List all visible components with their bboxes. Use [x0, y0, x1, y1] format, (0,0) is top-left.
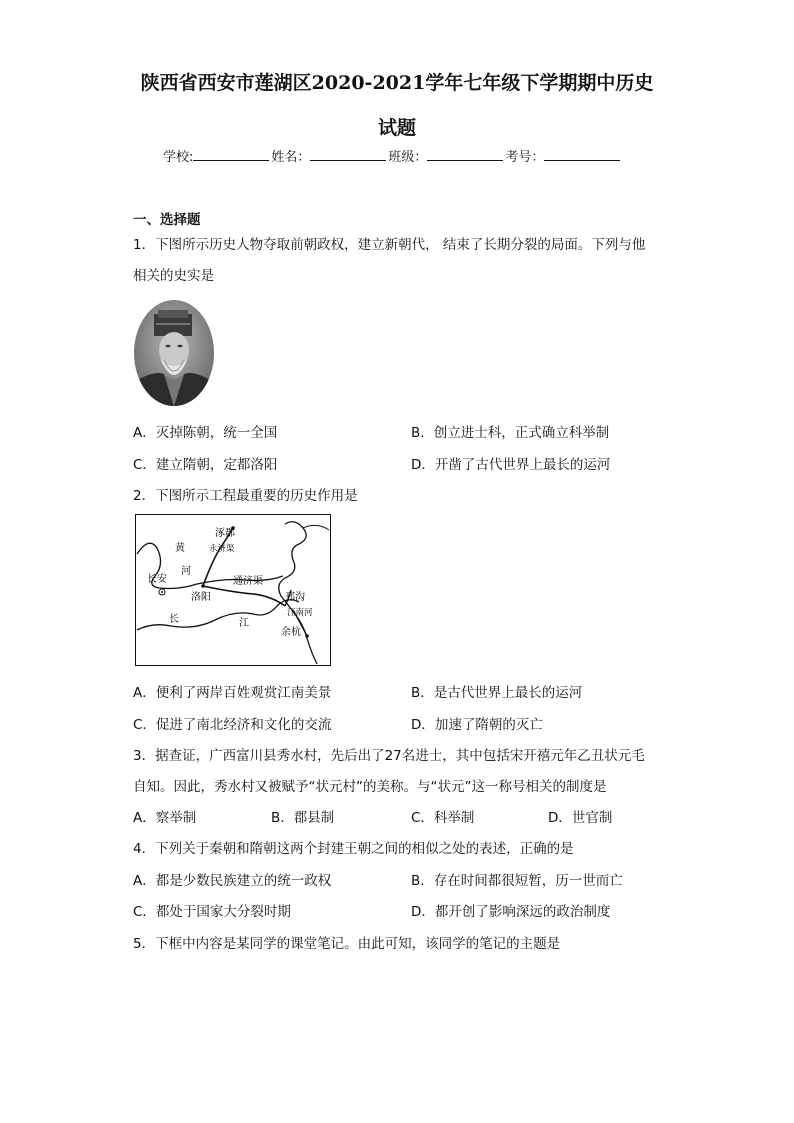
question-2-option-d[interactable]: D．加速了隋朝的灭亡: [411, 717, 543, 733]
name-blank[interactable]: [310, 148, 386, 161]
question-3-option-c[interactable]: C．科举制: [411, 810, 475, 826]
class-label: 班级：: [388, 150, 428, 165]
question-3-option-d[interactable]: D．世官制: [548, 810, 613, 826]
map-label-jiang: 江: [239, 618, 249, 629]
question-1-option-c[interactable]: C．建立隋朝，定都洛阳: [133, 457, 278, 473]
map-label-he: 河: [181, 566, 191, 577]
question-3-option-a[interactable]: A．察举制: [133, 810, 197, 826]
question-2-option-b[interactable]: B．是古代世界上最长的运河: [411, 685, 583, 701]
student-info-row: [163, 146, 622, 165]
question-5-stem: 5．下框中内容是某同学的课堂笔记。由此可知，该同学的笔记的主题是: [133, 936, 561, 952]
map-label-changan: 长安: [147, 574, 167, 585]
class-blank[interactable]: [427, 148, 503, 161]
question-4-option-a[interactable]: A．都是少数民族建立的统一政权: [133, 873, 332, 889]
map-label-luoyang: 洛阳: [191, 592, 211, 603]
exam-number-label: 考号：: [505, 150, 545, 165]
grand-canal-map: [135, 514, 331, 666]
map-label-tongjiqu: 通济渠: [233, 576, 263, 587]
map-label-chang: 长: [169, 614, 179, 625]
question-2-option-a[interactable]: A．便利了两岸百姓观赏江南美景: [133, 685, 332, 701]
section-heading: 一、选择题: [133, 212, 201, 228]
question-3-option-b[interactable]: B．郡县制: [271, 810, 335, 826]
exam-title-line1: 陕西省西安市莲湖区2020-2021学年七年级下学期期中历史: [140, 72, 654, 94]
question-4-stem: 4．下列关于秦朝和隋朝这两个封建王朝之间的相似之处的表述，正确的是: [133, 841, 574, 857]
name-label: 姓名：: [271, 150, 311, 165]
school-blank[interactable]: [193, 148, 269, 161]
question-3-stem-line1: 3．据查证，广西富川县秀水村，先后出了27名进士，其中包括宋开禧元年乙丑状元毛: [133, 748, 645, 764]
map-label-jiangnanhe: 江南河: [287, 608, 313, 618]
question-2-option-c[interactable]: C．促进了南北经济和文化的交流: [133, 717, 332, 733]
map-label-yongjiqu: 永济渠: [209, 544, 235, 554]
map-label-yuhang: 余杭: [281, 627, 301, 638]
question-3-stem-line2: 自知。因此，秀水村又被赋予“状元村”的美称。与“状元”这一称号相关的制度是: [133, 779, 607, 795]
map-label-huang: 黄: [175, 543, 185, 554]
map-label-hangou: 邗沟: [285, 592, 305, 603]
question-1-option-a[interactable]: A．灭掉陈朝，统一全国: [133, 425, 278, 441]
question-1-stem-line1: 1．下图所示历史人物夺取前朝政权，建立新朝代， 结束了长期分裂的局面。下列与他: [133, 237, 646, 253]
question-4-option-c[interactable]: C．都处于国家大分裂时期: [133, 904, 291, 920]
emperor-portrait-image: [134, 300, 214, 406]
map-label-zhuojun: 涿郡: [215, 528, 235, 539]
exam-number-blank[interactable]: [544, 148, 620, 161]
question-1-stem-line2: 相关的史实是: [133, 268, 214, 284]
question-2-stem: 2．下图所示工程最重要的历史作用是: [133, 488, 358, 504]
question-1-option-b[interactable]: B．创立进士科，正式确立科举制: [411, 425, 610, 441]
school-label: 学校:: [163, 150, 194, 165]
question-1-option-d[interactable]: D．开凿了古代世界上最长的运河: [411, 457, 611, 473]
question-4-option-b[interactable]: B．存在时间都很短暂，历一世而亡: [411, 873, 623, 889]
question-4-option-d[interactable]: D．都开创了影响深远的政治制度: [411, 904, 611, 920]
exam-title-line2: 试题: [377, 117, 416, 139]
